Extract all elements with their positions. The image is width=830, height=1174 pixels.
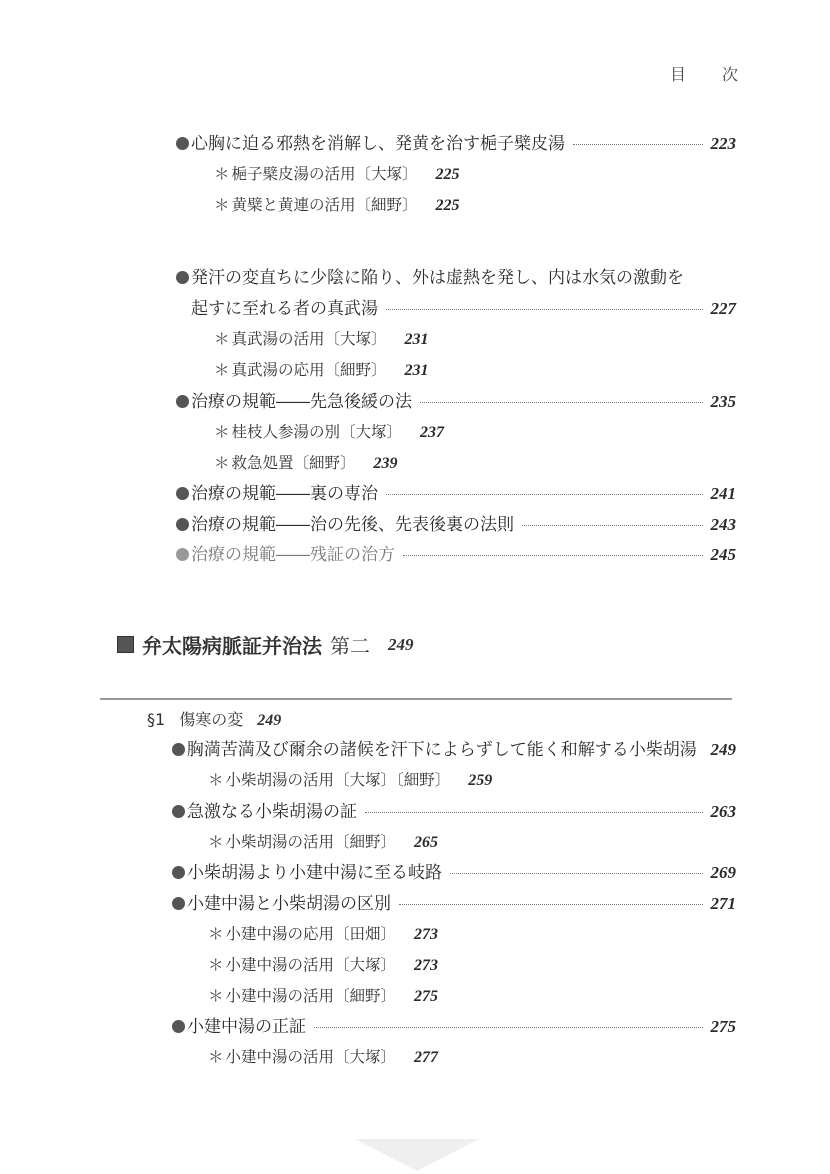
bullet-icon bbox=[176, 137, 189, 150]
toc-subentry[interactable] bbox=[208, 769, 492, 792]
asterisk-icon: ＊ bbox=[208, 925, 224, 943]
toc-subentry-title: 小柴胡湯の活用〔大塚〕〔細野〕 bbox=[225, 771, 451, 789]
toc-entry-page: 243 bbox=[710, 515, 736, 534]
running-head bbox=[670, 62, 738, 85]
toc-entry[interactable] bbox=[172, 1015, 736, 1039]
toc-entry-page: 223 bbox=[710, 134, 736, 153]
asterisk-icon: ＊ bbox=[214, 361, 230, 379]
toc-entry-title: 小柴胡湯より小建中湯に至る岐路 bbox=[187, 863, 442, 883]
asterisk-icon: ＊ bbox=[208, 956, 224, 974]
toc-entry[interactable] bbox=[172, 861, 736, 885]
toc-entry-title-line2: 起すに至れる者の真武湯 bbox=[191, 299, 378, 319]
toc-subentry-page: 239 bbox=[373, 455, 398, 472]
toc-subentry-page: 225 bbox=[435, 197, 460, 214]
toc-subentry-page: 231 bbox=[404, 331, 429, 348]
toc-subentry-title: 小柴胡湯の活用〔細野〕 bbox=[225, 833, 397, 851]
toc-entry[interactable] bbox=[176, 513, 736, 537]
asterisk-icon: ＊ bbox=[214, 423, 230, 441]
toc-entry-page: 271 bbox=[710, 894, 736, 913]
section-mark: §1 bbox=[147, 710, 166, 729]
toc-entry-title: 心胸に迫る邪熱を消解し、発黄を治す梔子檗皮湯 bbox=[191, 134, 565, 154]
toc-entry[interactable] bbox=[176, 390, 736, 414]
toc-subentry[interactable] bbox=[214, 452, 398, 475]
part-number: 第二 bbox=[330, 634, 370, 658]
toc-subentry-page: 273 bbox=[414, 926, 439, 943]
section-page: 249 bbox=[257, 712, 282, 729]
toc-subentry-title: 黄檗と黄連の活用〔細野〕 bbox=[231, 196, 418, 214]
toc-entry-title: 治療の規範――裏の専治 bbox=[191, 484, 378, 504]
toc-entry-title: 治療の規範――治の先後、先表後裏の法則 bbox=[191, 515, 514, 535]
running-head-left: 目 bbox=[670, 65, 687, 84]
asterisk-icon: ＊ bbox=[208, 987, 224, 1005]
toc-entry-page: 235 bbox=[710, 392, 736, 411]
toc-entry[interactable] bbox=[176, 543, 736, 567]
bullet-icon bbox=[176, 395, 189, 408]
toc-subentry-page: 237 bbox=[420, 424, 445, 441]
toc-entry[interactable] bbox=[176, 132, 736, 156]
toc-subentry[interactable] bbox=[208, 1046, 438, 1069]
asterisk-icon: ＊ bbox=[214, 330, 230, 348]
section-divider bbox=[100, 698, 732, 700]
leader-dots bbox=[573, 144, 703, 145]
leader-dots bbox=[450, 873, 703, 874]
toc-subentry-page: 231 bbox=[404, 362, 429, 379]
bullet-icon bbox=[172, 743, 185, 756]
bullet-icon bbox=[176, 271, 189, 284]
toc-subentry[interactable] bbox=[214, 328, 429, 351]
toc-subentry-page: 275 bbox=[414, 988, 439, 1005]
toc-entry-page: 249 bbox=[710, 740, 736, 759]
asterisk-icon: ＊ bbox=[214, 454, 230, 472]
leader-dots bbox=[420, 402, 703, 403]
toc-entry[interactable] bbox=[172, 800, 736, 824]
toc-entry-title: 小建中湯と小柴胡湯の区別 bbox=[187, 894, 391, 914]
toc-subentry-page: 259 bbox=[468, 772, 493, 789]
leader-dots bbox=[365, 812, 703, 813]
toc-subentry[interactable] bbox=[208, 985, 438, 1008]
toc-entry-page: 275 bbox=[710, 1017, 736, 1036]
leader-dots bbox=[314, 1027, 703, 1028]
toc-subentry-title: 小建中湯の活用〔大塚〕 bbox=[225, 956, 397, 974]
asterisk-icon: ＊ bbox=[208, 771, 224, 789]
asterisk-icon: ＊ bbox=[214, 196, 230, 214]
bullet-icon bbox=[176, 518, 189, 531]
toc-subentry-title: 小建中湯の応用〔田畑〕 bbox=[225, 925, 397, 943]
toc-entry-page: 227 bbox=[710, 299, 736, 318]
toc-subentry-title: 小建中湯の活用〔大塚〕 bbox=[225, 1048, 397, 1066]
toc-entry-page: 245 bbox=[710, 545, 736, 564]
toc-entry-title: 治療の規範――先急後緩の法 bbox=[191, 392, 412, 412]
toc-subentry-title: 救急処置〔細野〕 bbox=[231, 454, 356, 472]
square-marker-icon bbox=[117, 636, 134, 653]
toc-entry-page: 269 bbox=[710, 863, 736, 882]
leader-dots bbox=[386, 309, 703, 310]
toc-entry[interactable] bbox=[176, 482, 736, 506]
toc-subentry[interactable] bbox=[208, 831, 438, 854]
asterisk-icon: ＊ bbox=[214, 165, 230, 183]
toc-entry-continuation[interactable] bbox=[191, 297, 736, 321]
toc-subentry-title: 梔子檗皮湯の活用〔大塚〕 bbox=[231, 165, 418, 183]
toc-entry-title: 胸満苦満及び爾余の諸候を汗下によらずして能く和解する小柴胡湯 bbox=[186, 740, 697, 760]
asterisk-icon: ＊ bbox=[208, 833, 224, 851]
toc-subentry-title: 真武湯の応用〔細野〕 bbox=[231, 361, 387, 379]
toc-subentry-title: 真武湯の活用〔大塚〕 bbox=[231, 330, 387, 348]
running-head-right: 次 bbox=[722, 65, 739, 84]
toc-subentry[interactable] bbox=[208, 923, 438, 946]
toc-subentry-title: 桂枝人参湯の別〔大塚〕 bbox=[231, 423, 403, 441]
toc-subentry-page: 273 bbox=[414, 957, 439, 974]
bullet-icon bbox=[172, 1020, 185, 1033]
toc-subentry[interactable] bbox=[208, 954, 438, 977]
leader-dots bbox=[522, 525, 703, 526]
bullet-icon bbox=[172, 866, 185, 879]
toc-entry-title: 急激なる小柴胡湯の証 bbox=[187, 802, 357, 822]
part-heading[interactable] bbox=[117, 630, 414, 659]
leader-dots bbox=[403, 555, 703, 556]
bullet-icon bbox=[172, 805, 185, 818]
toc-subentry-page: 265 bbox=[414, 834, 439, 851]
toc-entry[interactable] bbox=[172, 892, 736, 916]
leader-dots bbox=[386, 494, 703, 495]
part-title: 弁太陽病脈証并治法 bbox=[142, 634, 322, 658]
toc-subentry-page: 225 bbox=[435, 166, 460, 183]
toc-entry-title-line1: 発汗の変直ちに少陰に陥り、外は虚熱を発し、内は水気の激動を bbox=[191, 268, 684, 288]
asterisk-icon: ＊ bbox=[208, 1048, 224, 1066]
part-page: 249 bbox=[388, 634, 414, 654]
toc-entry-page: 263 bbox=[710, 802, 736, 821]
toc-entry-title: 小建中湯の正証 bbox=[187, 1017, 306, 1037]
toc-entry[interactable] bbox=[176, 266, 736, 290]
scan-artifact bbox=[355, 1139, 479, 1171]
toc-subentry[interactable] bbox=[214, 163, 460, 186]
section-heading[interactable] bbox=[147, 707, 281, 730]
section-title: 傷寒の変 bbox=[179, 710, 244, 729]
toc-subentry-page: 277 bbox=[414, 1049, 439, 1066]
leader-dots bbox=[399, 904, 703, 905]
toc-subentry-title: 小建中湯の活用〔細野〕 bbox=[225, 987, 397, 1005]
toc-entry[interactable] bbox=[172, 738, 736, 762]
toc-subentry[interactable] bbox=[214, 194, 460, 217]
toc-entry-title: 治療の規範――残証の治方 bbox=[191, 545, 395, 565]
bullet-icon bbox=[172, 897, 185, 910]
toc-subentry[interactable] bbox=[214, 359, 429, 382]
bullet-icon bbox=[176, 487, 189, 500]
toc-entry-page: 241 bbox=[710, 484, 736, 503]
bullet-icon bbox=[176, 548, 189, 561]
toc-subentry[interactable] bbox=[214, 421, 444, 444]
